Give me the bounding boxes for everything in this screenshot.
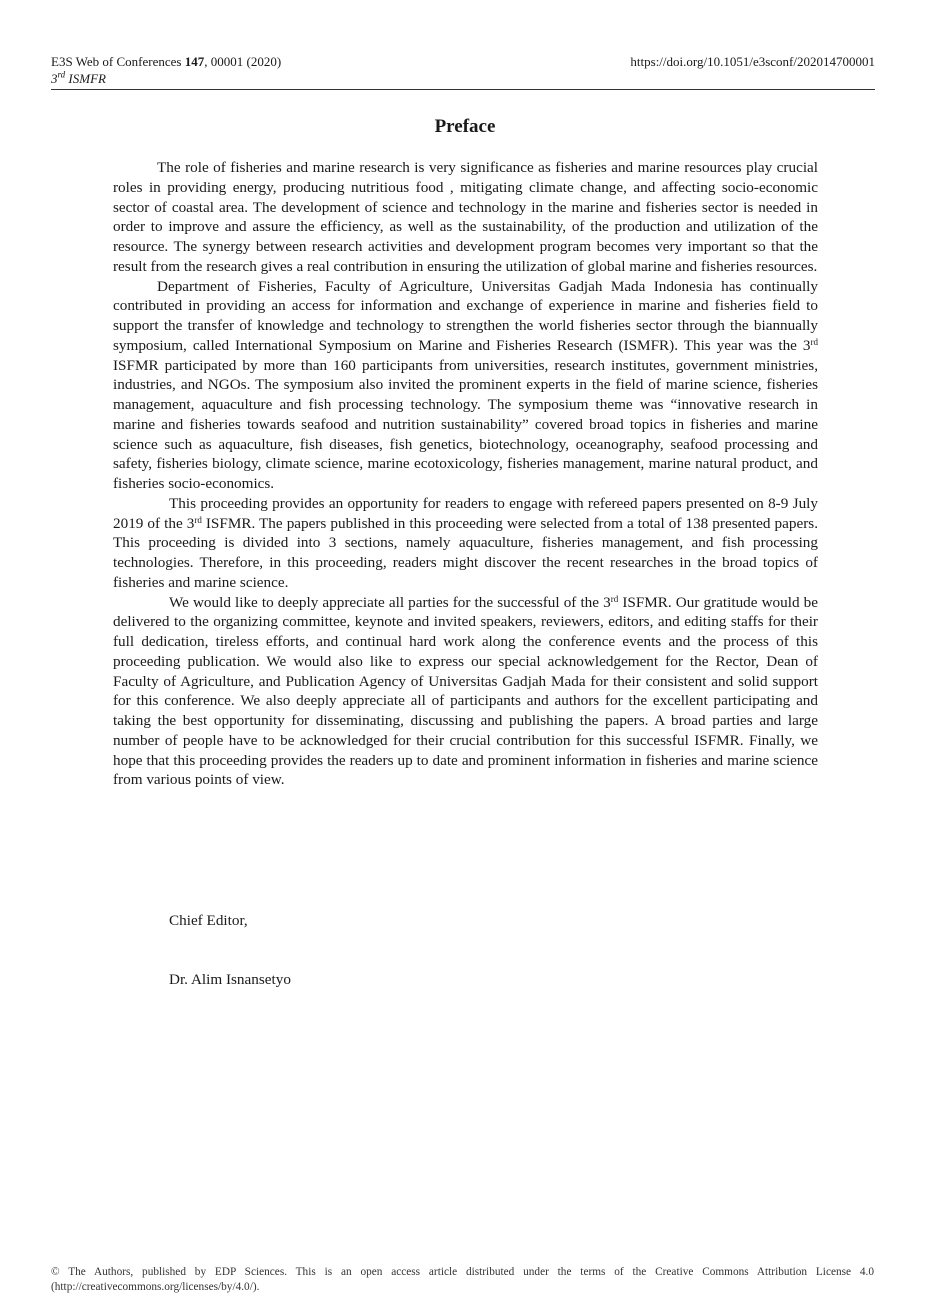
paragraph-3: This proceeding provides an opportunity for readers to engage with refereed papers presented on 8-9 July 2019 of the 3rd ISFMR. The papers published in this proceeding were selected from a total of 138 presented papers. This proceeding is divided into 3 sections, namely aquaculture, fisheries management, and fish processing technologies. Therefore, in this proceeding, readers might discover the recent researches in the broad topics of fisheries and marine science.: [113, 494, 818, 591]
page-title: Preface: [434, 116, 496, 137]
paragraph-1: The role of fisheries and marine research is very significance as fisheries and marine resources play crucial roles in providing energy, producing nutritious food , mitigating climate change, and affecting socio-economic sector of coastal area. The development of science and technology in the marine and fisheries sector is needed in order to improve and assure the efficiency, as well as the sustainability, of the production and utilization of the resource. The synergy between research activities and development program becomes very important so that the result from the research gives a real contribution in ensuring the utilization of global marine and fisheries resources.: [113, 159, 818, 275]
editor-role: Chief Editor,: [169, 912, 248, 929]
conference-name: 3rd ISMFR: [51, 69, 106, 86]
journal-name: E3S Web of Conferences: [51, 54, 182, 69]
article-number: , 00001 (2020): [204, 54, 282, 69]
preface-body: [113, 158, 818, 790]
paragraph-4: We would like to deeply appreciate all parties for the successful of the 3rd ISFMR. Our gratitude would be delivered to the organizing committee, keynote and invited speakers, reviewers, editors, and editing staffs for their full dedication, tireless efforts, and continual hard work along the conference events and the process of this proceeding publication. We would also like to express our special acknowledgement for the Rector, Dean of Faculty of Agriculture, and Publication Agency of Universitas Gadjah Mada for their consistent and solid support for this conference. We also deeply appreciate all of participants and authors for the excellent participating and taking the best opportunity for disseminating, discussing and publishing the papers. A broad parties and large number of people have to be acknowledged for their crucial contribution for this successful ISFMR. Finally, we hope that this proceeding provides the readers up to date and prominent information in fisheries and marine science from various points of view.: [113, 593, 818, 789]
header-divider: [51, 89, 875, 90]
running-header-left: [51, 53, 281, 87]
license-footer: © The Authors, published by EDP Sciences. This is an open access article distributed under the terms of the Creative Commons Attribution License 4.0 (http://creativecommons.org/licenses/by/4.0/).: [51, 1266, 874, 1293]
editor-name: Dr. Alim Isnansetyo: [169, 971, 291, 988]
doi-link[interactable]: https://doi.org/10.1051/e3sconf/202014700001: [630, 54, 875, 69]
journal-citation: [51, 53, 281, 70]
paragraph-2: Department of Fisheries, Faculty of Agriculture, Universitas Gadjah Mada Indonesia has continually contributed in providing an access for information and exchange of experience in marine and fisheries field to support the transfer of knowledge and technology to strengthen the world fisheries sector through the biannually symposium, called International Symposium on Marine and Fisheries Research (ISMFR). This year was the 3rd ISFMR participated by more than 160 participants from universities, research institutes, government ministries, industries, and NGOs. The symposium also invited the prominent experts in the field of marine science, fisheries management, aquaculture and fish processing technology. The symposium theme was “innovative research in marine and fisheries towards seafood and nutrition sustainability” covered broad topics in fisheries and marine science such as aquaculture, fish diseases, fish genetics, biotechnology, oceanography, seafood processing and safety, fisheries biology, climate science, marine ecotoxicology, fisheries management, marine natural product, and fisheries socio-economics.: [113, 277, 818, 492]
volume-number: 147: [184, 54, 205, 69]
